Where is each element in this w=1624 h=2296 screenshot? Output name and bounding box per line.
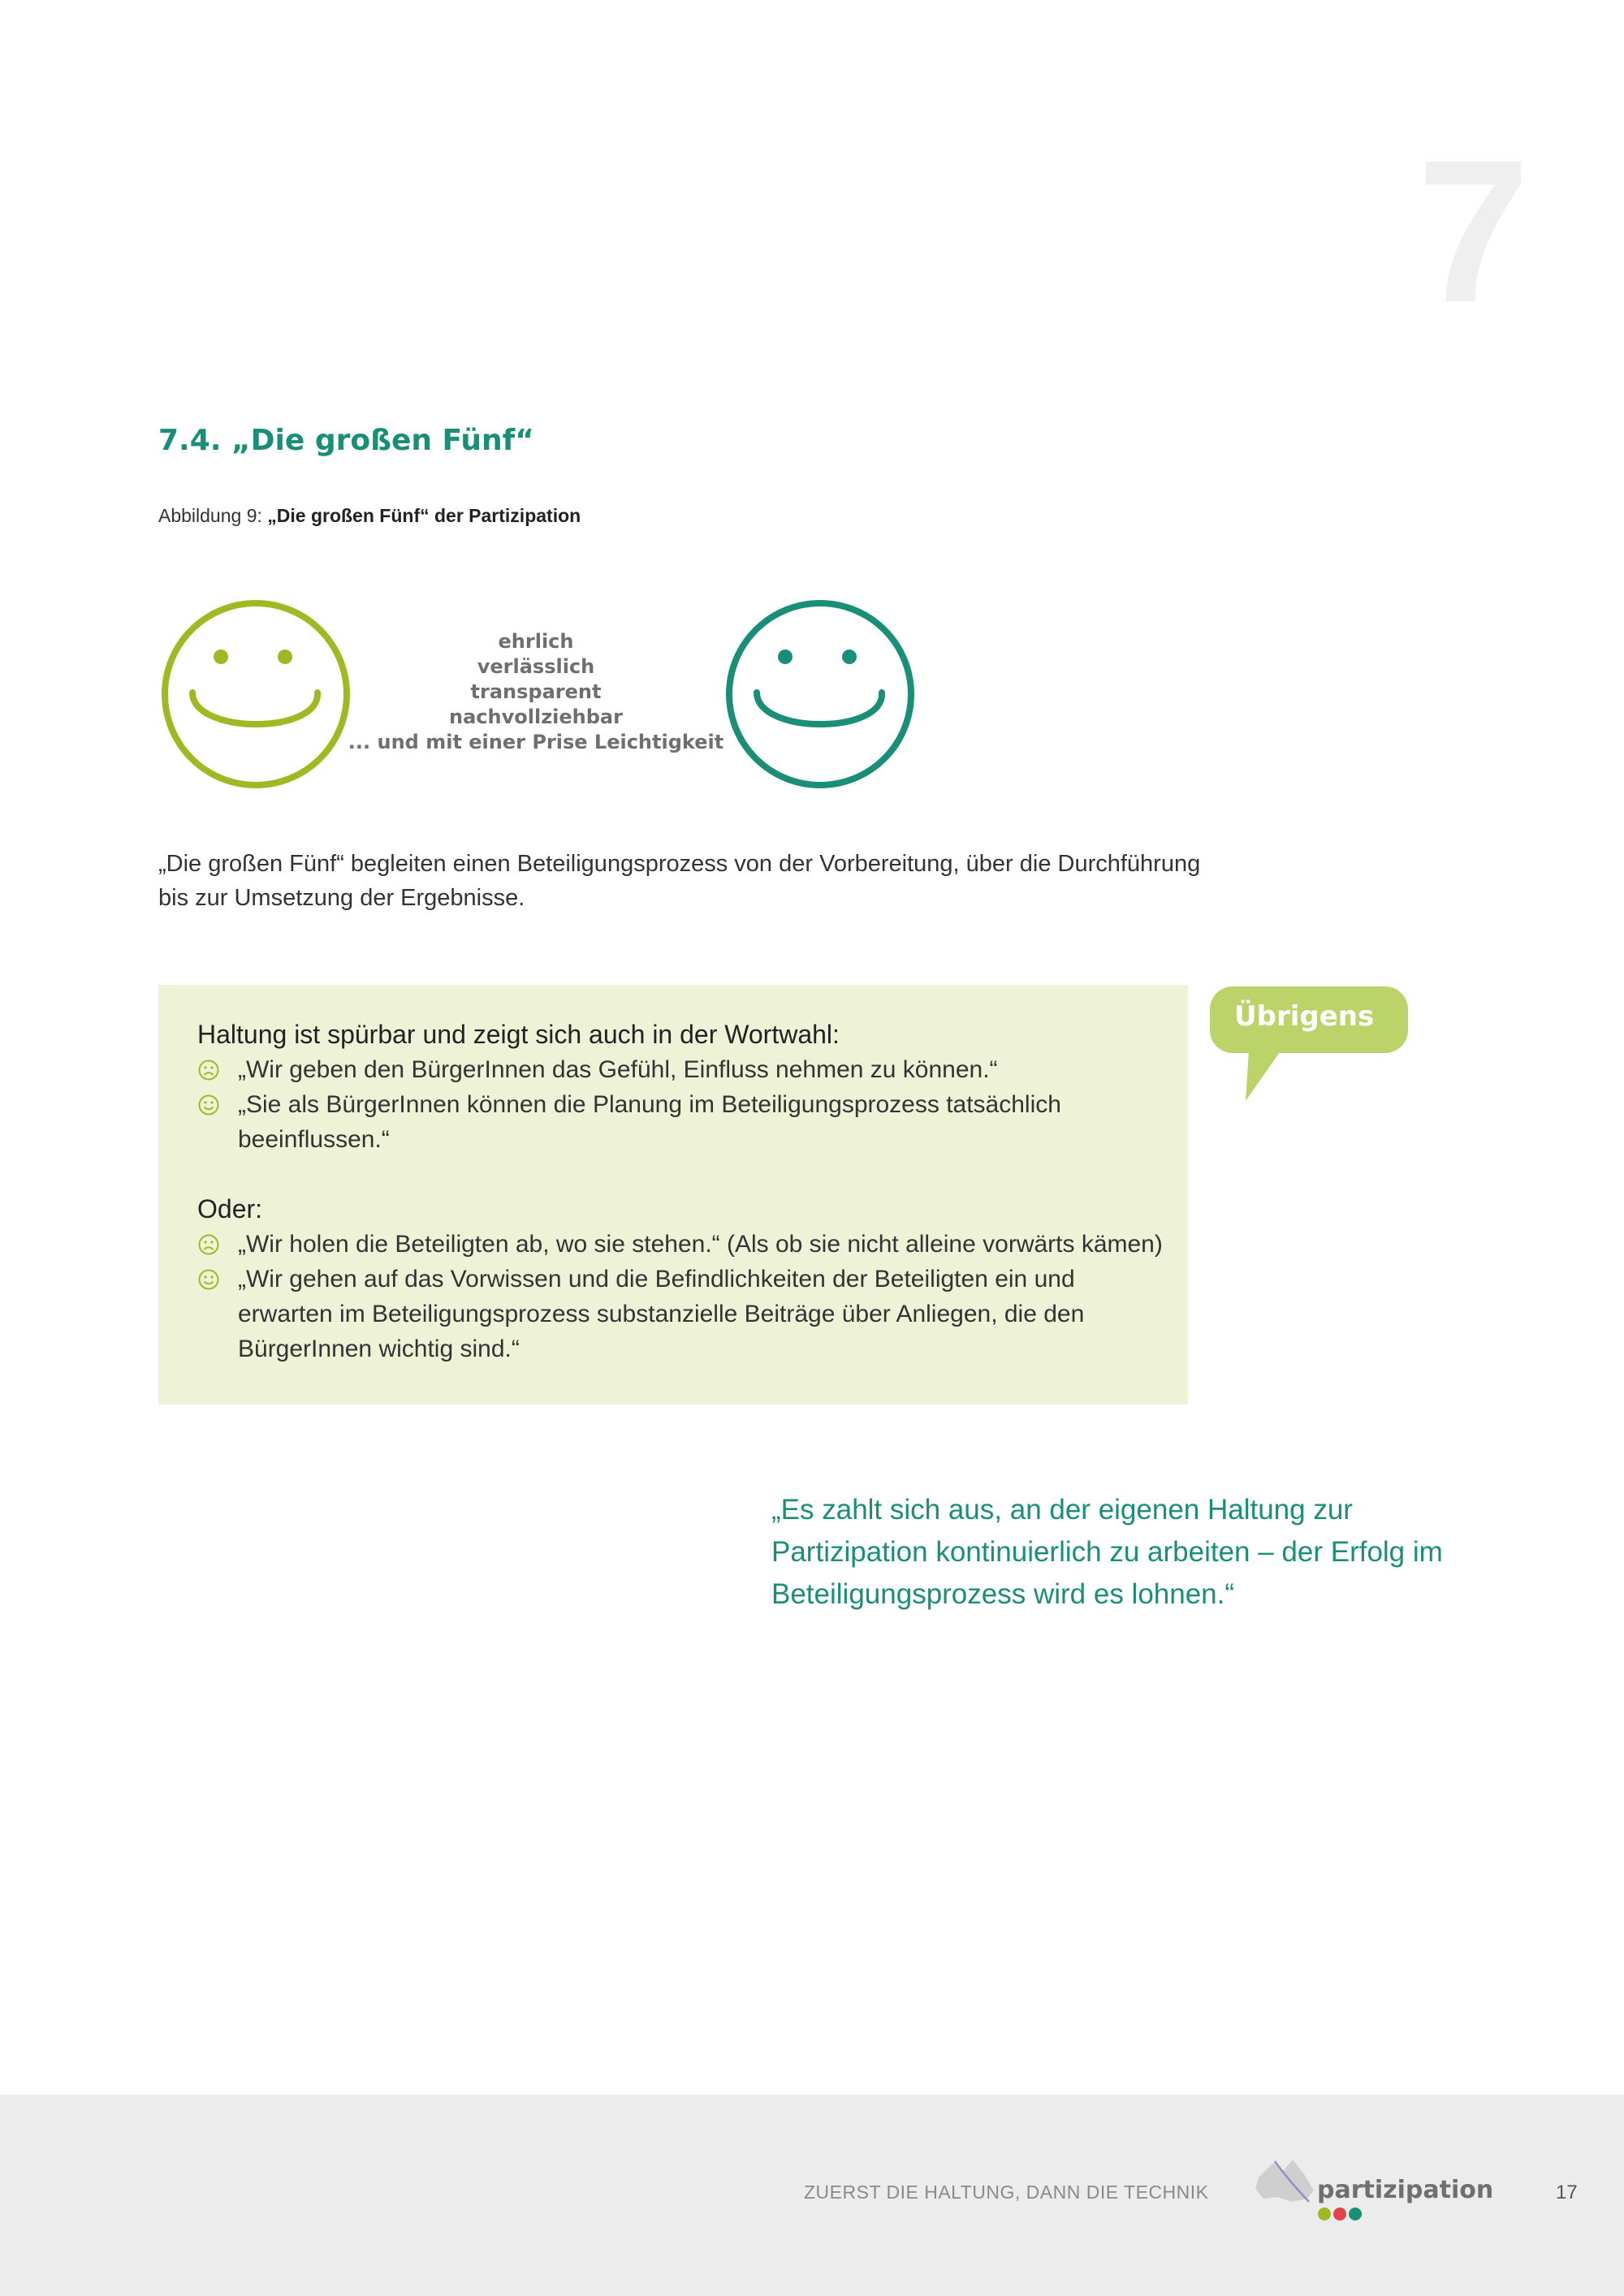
- list-item-text: „Sie als BürgerInnen können die Planung im Beteiligungsprozess tatsächlich beeinflussen.“: [238, 1091, 1061, 1153]
- page-number: 17: [1556, 2182, 1578, 2203]
- oder-heading: Oder:: [197, 1194, 263, 1224]
- logo-wordmark: partizipation: [1317, 2176, 1494, 2204]
- bubble-label: Übrigens: [1234, 1000, 1375, 1033]
- quality-item: verlässlich: [477, 655, 595, 678]
- list-item: [197, 1262, 1164, 1366]
- quality-item: ... und mit einer Prise Leichtigkeit: [348, 731, 724, 753]
- list-item-text: „Wir geben den BürgerInnen das Gefühl, Einfluss nehmen zu können.“: [238, 1056, 998, 1083]
- happy-face-icon: [197, 1268, 220, 1291]
- list-item-text: „Wir gehen auf das Vorwissen und die Befindlichkeiten der Beteiligten ein und erwarten im Beteiligungsprozess substanzielle Beiträge über Anliegen, die den BürgerInnen wichtig sind.“: [238, 1266, 1085, 1362]
- quality-item: ehrlich: [498, 630, 574, 653]
- list-item: [197, 1052, 1164, 1087]
- list-item-text: „Wir holen die Beteiligten ab, wo sie stehen.“ (Als ob sie nicht alleine vorwärts kämen): [238, 1231, 1163, 1258]
- vienna-map-logo-icon: [1250, 2153, 1324, 2226]
- sad-face-icon: [197, 1059, 220, 1081]
- caption-prefix: Abbildung 9:: [158, 505, 268, 526]
- chapter-number: 7: [1417, 118, 1531, 344]
- happy-face-icon: [197, 1094, 220, 1116]
- five-qualities-list: [341, 629, 731, 755]
- footer-text: ZUERST DIE HALTUNG, DANN DIE TECHNIK: [804, 2182, 1209, 2203]
- info-box: [158, 985, 1188, 1405]
- list-item: [197, 1087, 1164, 1157]
- section-title: 7.4. „Die großen Fünf“: [158, 424, 534, 457]
- list-item: [197, 1227, 1164, 1262]
- quality-item: nachvollziehbar: [449, 706, 623, 728]
- caption-title: „Die großen Fünf“ der Partizipation: [267, 505, 581, 526]
- quality-item: transparent: [470, 680, 602, 703]
- intro-paragraph: „Die großen Fünf“ begleiten einen Beteiligungsprozess von der Vorbereitung, über die Durchführung bis zur Umsetzung der Ergebnisse.: [158, 851, 1201, 911]
- pull-quote: „Es zahlt sich aus, an der eigenen Haltung zur Partizipation kontinuierlich zu arbeiten – der Erfolg im Beteiligungsprozess wird es lohnen.“: [771, 1494, 1443, 1610]
- smiley-green-icon: [158, 597, 353, 792]
- figure-caption: [158, 505, 581, 527]
- sad-face-icon: [197, 1233, 220, 1256]
- box-heading: Haltung ist spürbar und zeigt sich auch in der Wortwahl:: [197, 1020, 840, 1049]
- smiley-teal-icon: [723, 597, 918, 792]
- logo-dots-icon: [1317, 2205, 1366, 2223]
